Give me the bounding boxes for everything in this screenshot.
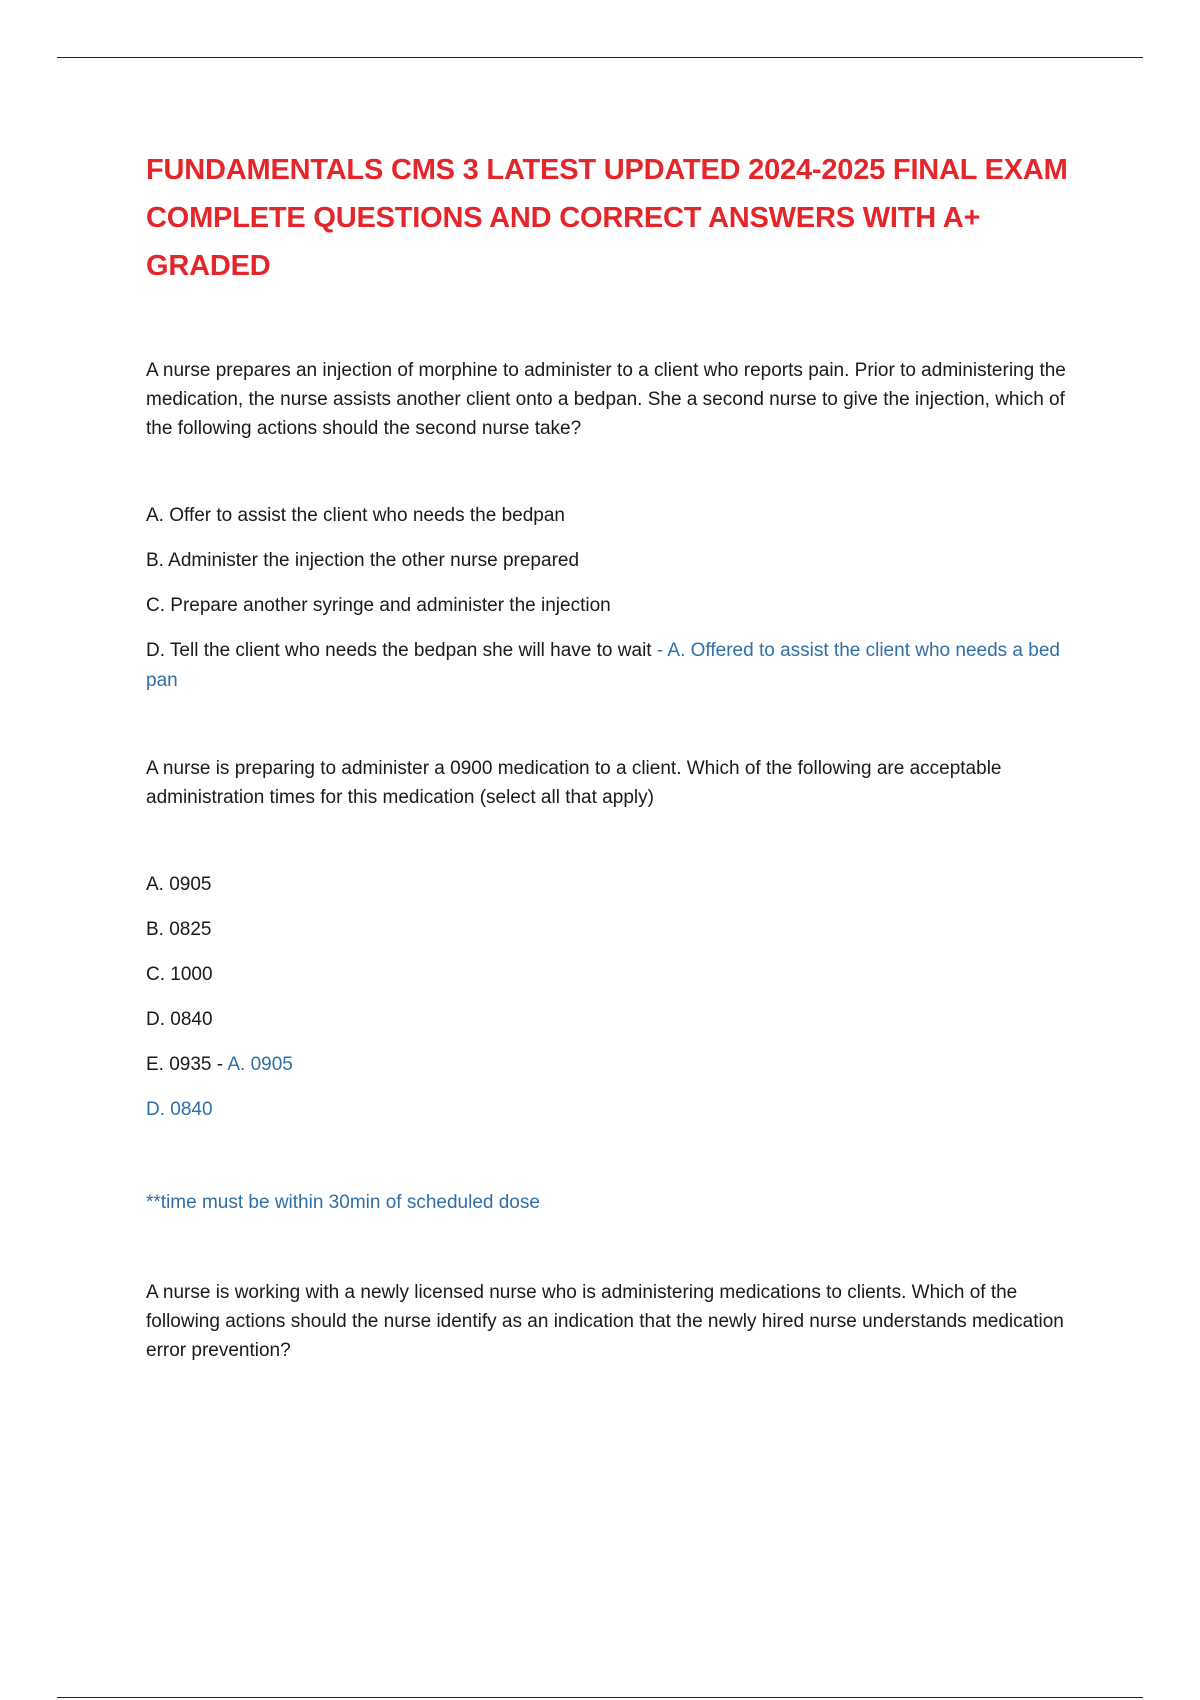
question-1-text: A nurse prepares an injection of morphine to administer to a client who reports pain. Prior to administering the medication, the nurse assists another client onto a bedpan. She a second nurse to give the injection, which of the following actions should the second nurse take? — [146, 360, 1066, 439]
question-1-option-d: D. Tell the client who needs the bedpan she will have to wait — [146, 640, 652, 661]
question-2-answer: A. 0905 — [227, 1054, 293, 1075]
header-rule — [57, 57, 1143, 58]
footer-rule — [57, 1697, 1143, 1698]
question-1-answer: A. Offered to assist the client who needs a bed pan — [146, 640, 1060, 691]
question-2-answer-separator: - — [211, 1054, 228, 1075]
document-body — [146, 146, 1096, 1365]
question-2-options — [146, 870, 1096, 1125]
question-1-option-a: A. Offer to assist the client who needs the bedpan — [146, 505, 565, 526]
document-title: FUNDAMENTALS CMS 3 LATEST UPDATED 2024-2025 FINAL EXAM COMPLETE QUESTIONS AND CORRECT ANSWERS WITH A+ GRADED — [146, 154, 1068, 282]
question-2-text: A nurse is preparing to administer a 0900 medication to a client. Which of the following are acceptable administration times for this medication (select all that apply) — [146, 758, 1002, 808]
question-3-text: A nurse is working with a newly licensed nurse who is administering medications to clients. Which of the following actions should the nurse identify as an indication that the newly hired nurse understands medication error prevention? — [146, 1282, 1064, 1361]
question-2-note: **time must be within 30min of scheduled dose — [146, 1192, 540, 1213]
question-1-option-d-with-answer — [146, 636, 1096, 696]
question-2-option-d: D. 0840 — [146, 1009, 213, 1030]
question-2-option-b: B. 0825 — [146, 919, 212, 940]
question-2-answer-extra: D. 0840 — [146, 1099, 213, 1120]
question-1-option-b: B. Administer the injection the other nurse prepared — [146, 550, 580, 571]
question-1-options — [146, 501, 1096, 696]
question-2-option-e: E. 0935 — [146, 1054, 212, 1075]
question-1-option-c: C. Prepare another syringe and administer the injection — [146, 595, 611, 616]
question-2-option-c: C. 1000 — [146, 964, 213, 985]
question-2-option-e-with-answer — [146, 1050, 1096, 1080]
question-1-answer-separator: - — [651, 640, 668, 661]
question-2-option-a: A. 0905 — [146, 874, 212, 895]
